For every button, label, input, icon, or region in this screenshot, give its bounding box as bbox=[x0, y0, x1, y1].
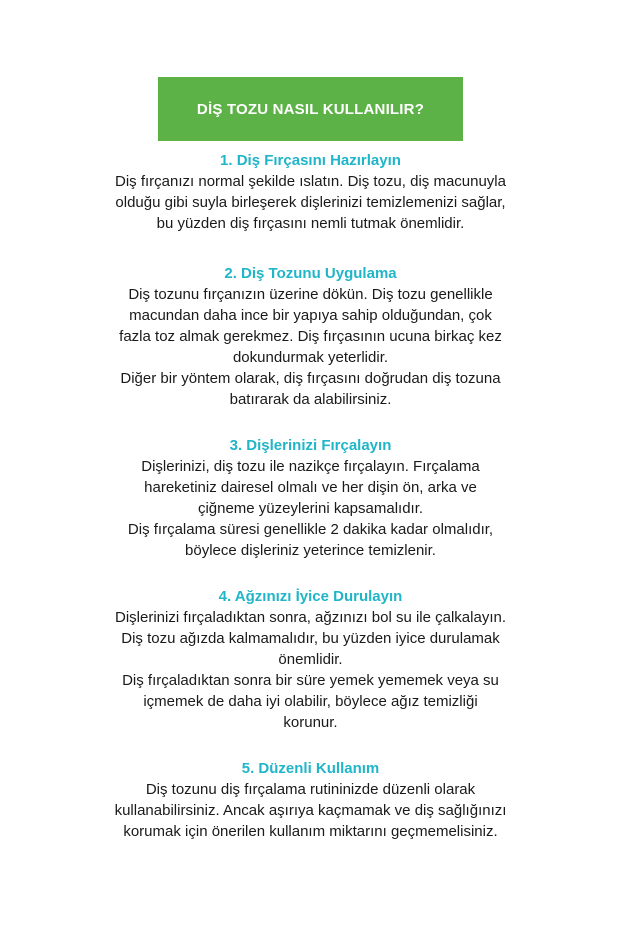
step-3-body: Dişlerinizi, diş tozu ile nazikçe fırçalayın. Fırçalama hareketiniz dairesel olmalı ve her dişin ön, arka ve çiğneme yüzeylerini kapsamalıdır. Diş fırçalama süresi genellikle 2 dakika kadar olmalıdır, böylece dişleriniz yeterince temizlenir. bbox=[127, 458, 494, 559]
step-1-title: 1. Diş Fırçasını Hazırlayın bbox=[220, 152, 401, 169]
step-5-body: Diş tozunu diş fırçalama rutininizde düzenli olarak kullanabilirsiniz. Ancak aşırıya kaçmamak ve diş sağlığınızı korumak için önerilen kullanım miktarını geçmemelisiniz. bbox=[114, 781, 507, 840]
step-1-body: Diş fırçanızı normal şekilde ıslatın. Diş tozu, diş macunuyla olduğu gibi suyla birleşerek dişlerinizi temizlemenizi sağlar, bu yüzden diş fırçasını nemli tutmak önemlidir. bbox=[115, 173, 506, 232]
header-banner bbox=[158, 77, 463, 141]
step-3-section bbox=[60, 435, 561, 561]
step-2-title: 2. Diş Tozunu Uygulama bbox=[224, 265, 397, 282]
step-4-section bbox=[60, 586, 561, 733]
step-2-body: Diş tozunu fırçanızın üzerine dökün. Diş tozu genellikle macundan daha ince bir yapıya sahip olduğundan, çok fazla toz almak gerekmez. Diş fırçasının ucuna birkaç kez dokundurmak yeterlidir. Diğer bir yöntem olarak, diş fırçasını doğrudan diş tozuna batırarak da alabilirsiniz. bbox=[119, 286, 502, 408]
step-5-section bbox=[60, 758, 561, 842]
step-1-section bbox=[60, 150, 561, 234]
step-4-title: 4. Ağzınızı İyice Durulayın bbox=[218, 588, 403, 605]
banner-title: DİŞ TOZU NASIL KULLANILIR? bbox=[196, 100, 425, 118]
step-5-title: 5. Düzenli Kullanım bbox=[241, 760, 380, 777]
step-2-section bbox=[60, 263, 561, 410]
step-3-title: 3. Dişlerinizi Fırçalayın bbox=[229, 437, 392, 454]
step-4-body: Dişlerinizi fırçaladıktan sonra, ağzınızı bol su ile çalkalayın. Diş tozu ağızda kalmamalıdır, bu yüzden iyice durulamak önemlidir. Diş fırçaladıktan sonra bir süre yemek yememek veya su içmemek de daha iyi olabilir, böylece ağız temizliği korunur. bbox=[114, 609, 506, 731]
